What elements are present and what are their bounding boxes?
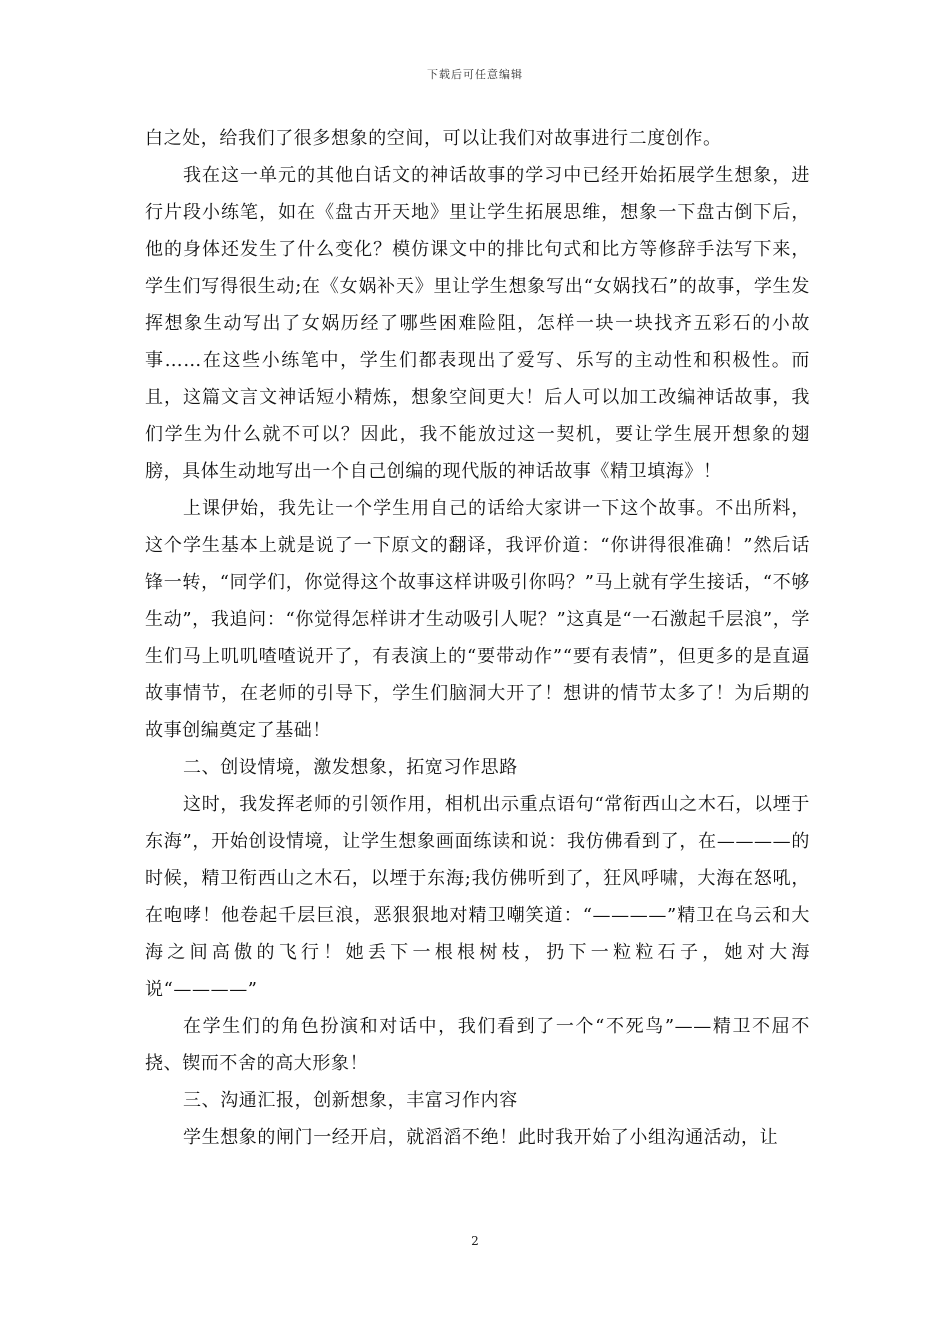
section-heading-2: 二、创设情境，激发想象，拓宽习作思路 [183,757,518,778]
paragraph-6: 学生想象的闸门一经开启，就滔滔不绝！此时我开始了小组沟通活动，让 [183,1127,779,1148]
paragraph-4: 这时，我发挥老师的引领作用，相机出示重点语句“常衔西山之木石，以堙于东海”，开始创设情境，让学生想象画面练读和说：我仿佛看到了，在————的时候，精卫衔西山之木石，以堙于东海;我仿佛听到了，狂风呼啸，大海在怒吼，在咆哮！他卷起千层巨浪，恶狠狠地对精卫嘲笑道：“————”精卫在乌云和大海之间高傲的飞行！她丢下一根根树枝，扔下一粒粒石子，她对大海说“————” [145,794,810,1000]
page-header: 下载后可任意编辑 [427,68,523,81]
paragraph-5: 在学生们的角色扮演和对话中，我们看到了一个“不死鸟”——精卫不屈不挠、锲而不舍的高大形象！ [145,1016,810,1074]
paragraph-1: 白之处，给我们了很多想象的空间，可以让我们对故事进行二度创作。 [145,128,722,149]
document-body [145,120,810,1156]
paragraph-3: 上课伊始，我先让一个学生用自己的话给大家讲一下这个故事。不出所料，这个学生基本上就是说了一下原文的翻译，我评价道：“你讲得很准确！”然后话锋一转，“同学们，你觉得这个故事这样讲吸引你吗？”马上就有学生接话，“不够生动”，我追问：“你觉得怎样讲才生动吸引人呢？”这真是“一石激起千层浪”，学生们马上叽叽喳喳说开了，有表演上的“要带动作”“要有表情”，但更多的是直逼故事情节，在老师的引导下，学生们脑洞大开了！想讲的情节太多了！为后期的故事创编奠定了基础！ [145,498,810,741]
paragraph-2: 我在这一单元的其他白话文的神话故事的学习中已经开始拓展学生想象，进行片段小练笔，如在《盘古开天地》里让学生拓展思维，想象一下盘古倒下后，他的身体还发生了什么变化？模仿课文中的排比句式和比方等修辞手法写下来，学生们写得很生动;在《女娲补天》里让学生想象写出“女娲找石”的故事，学生发挥想象生动写出了女娲历经了哪些困难险阻，怎样一块一块找齐五彩石的小故事……在这些小练笔中，学生们都表现出了爱写、乐写的主动性和积极性。而且，这篇文言文神话短小精炼，想象空间更大！后人可以加工改编神话故事，我们学生为什么就不可以？因此，我不能放过这一契机，要让学生展开想象的翅膀，具体生动地写出一个自己创编的现代版的神话故事《精卫填海》！ [145,165,810,482]
section-heading-3: 三、沟通汇报，创新想象，丰富习作内容 [183,1090,518,1111]
page-number: 2 [471,1234,479,1248]
